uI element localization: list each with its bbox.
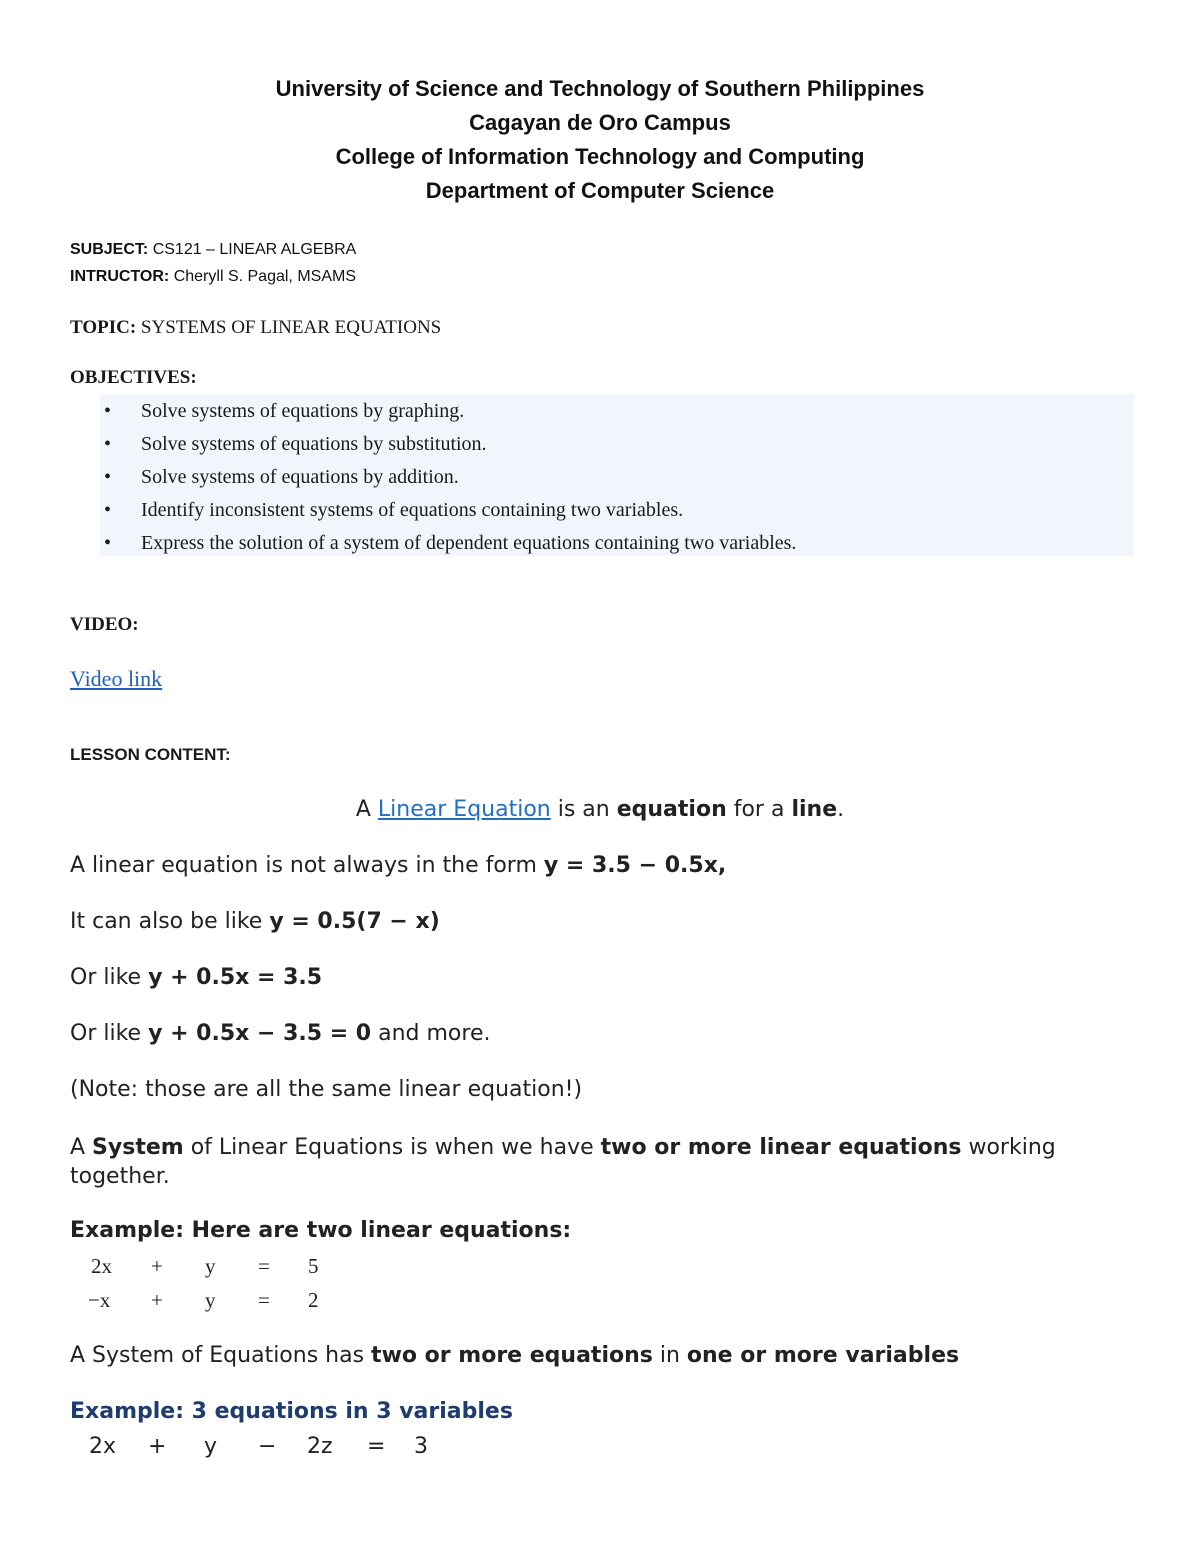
campus-name: Cagayan de Oro Campus: [469, 110, 731, 135]
subject-line: [70, 241, 356, 259]
objective-item: • Identify inconsistent systems of equations containing two variables.: [100, 495, 1130, 528]
paragraph-note: (Note: those are all the same linear equation!): [70, 1077, 583, 1102]
department-name: Department of Computer Science: [425, 178, 775, 203]
objective-item: • Solve systems of equations by graphing.: [100, 396, 1130, 429]
example-three-variables-title: Example: 3 equations in 3 variables: [70, 1399, 513, 1424]
instructor-value: Cheryll S. Pagal, MSAMS: [173, 268, 356, 285]
subject-value: CS121 – LINEAR ALGEBRA: [152, 241, 357, 258]
bullet-icon: •: [104, 532, 112, 554]
bullet-icon: •: [104, 433, 112, 455]
paragraph-form-2: It can also be like y = 0.5(7 − x): [70, 909, 440, 934]
subject-label: SUBJECT:: [70, 241, 149, 258]
objectives-title: OBJECTIVES:: [70, 367, 197, 388]
paragraph-system-definition: A System of Linear Equations is when we have two or more linear equations working together.: [70, 1135, 1056, 1189]
paragraph-form-3: Or like y + 0.5x = 3.5: [70, 965, 323, 990]
paragraph-form-1: A linear equation is not always in the form y = 3.5 − 0.5x,: [70, 853, 727, 878]
objective-item: • Solve systems of equations by addition.: [100, 462, 1130, 495]
example-two-equations-title: Example: Here are two linear equations:: [70, 1218, 572, 1243]
topic-label: TOPIC:: [70, 317, 137, 338]
video-title: VIDEO:: [70, 614, 139, 635]
objectives-list: [100, 396, 1130, 561]
document-header: [0, 72, 1200, 208]
equation-row: −x + y = 2: [88, 1288, 319, 1312]
instructor-label: INTRUCTOR:: [70, 268, 170, 285]
bullet-icon: •: [104, 400, 112, 422]
paragraph-system-variables: A System of Equations has two or more equations in one or more variables: [70, 1343, 960, 1368]
objective-item: • Express the solution of a system of dependent equations containing two variables.: [100, 528, 1130, 561]
linear-equation-definition: A Linear Equation is an equation for a line.: [355, 797, 845, 822]
topic-line: [70, 317, 441, 339]
instructor-line: [70, 268, 356, 286]
lesson-content-title: LESSON CONTENT:: [70, 745, 231, 764]
equation-row: 2x + y − 2z = 3: [89, 1434, 428, 1459]
university-name: University of Science and Technology of Southern Philippines: [275, 76, 925, 101]
linear-equation-link[interactable]: Linear Equation: [377, 797, 551, 822]
bullet-icon: •: [104, 466, 112, 488]
video-link[interactable]: Video link: [70, 666, 163, 691]
college-name: College of Information Technology and Computing: [335, 144, 865, 169]
objective-item: • Solve systems of equations by substitution.: [100, 429, 1130, 462]
equation-row: 2x + y = 5: [91, 1254, 319, 1278]
paragraph-form-4: Or like y + 0.5x − 3.5 = 0 and more.: [70, 1021, 491, 1046]
topic-value: SYSTEMS OF LINEAR EQUATIONS: [140, 317, 442, 338]
bullet-icon: •: [104, 499, 112, 521]
